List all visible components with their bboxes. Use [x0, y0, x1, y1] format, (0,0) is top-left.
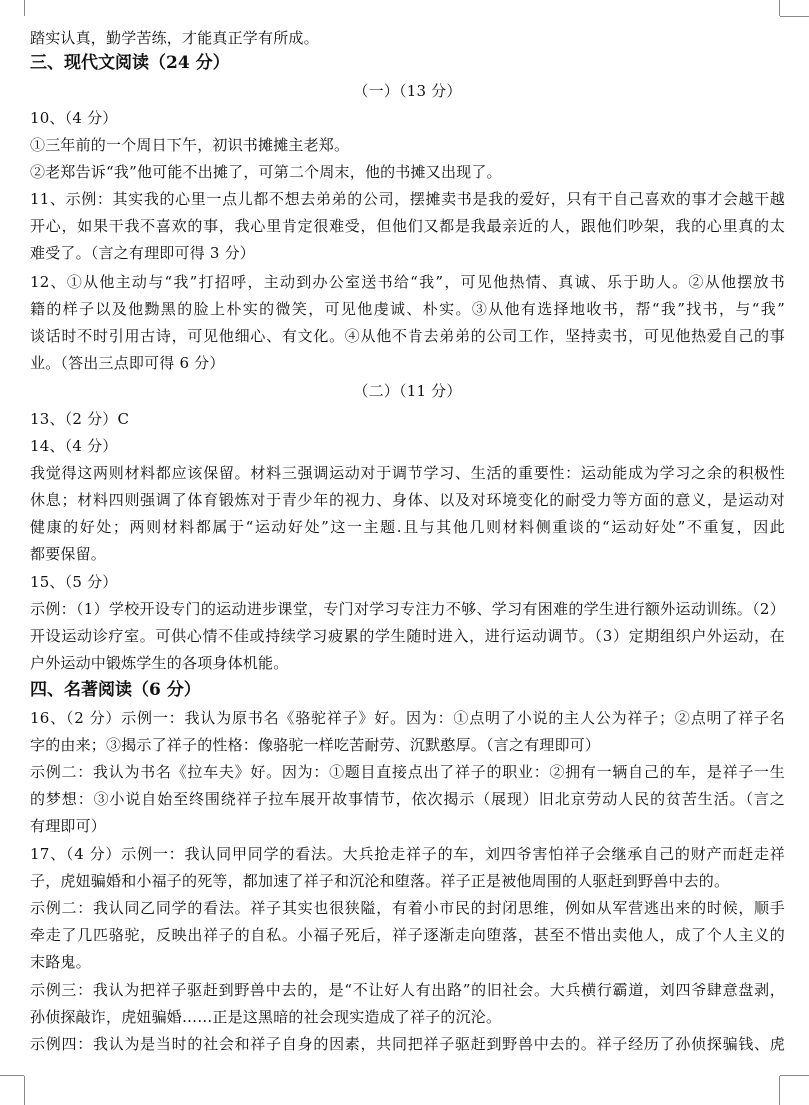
section-heading-modern-reading: 三、现代文阅读（24 分）: [30, 53, 230, 73]
text-line: 休息；材料四则强调了体育锻炼对于青少年的视力、身体、以及对环境变化的耐受力等方面的意义，是运动对: [30, 491, 785, 509]
crop-mark-top-left-v: [24, 0, 25, 16]
text-line: 示例三：我认为把祥子驱赶到野兽中去的，是“不让好人有出路”的旧社会。大兵横行霸道，刘四爷肆意盘剥，: [30, 981, 785, 999]
crop-mark-top-right-h: [780, 16, 809, 17]
text-line: ②老郑告诉“我”他可能不出摊了，可第二个周末，他的书摊又出现了。: [30, 163, 502, 181]
question-11: 11、示例：其实我的心里一点儿都不想去弟弟的公司，摆摊卖书是我的爱好，只有干自己喜欢的事才会越干越: [30, 190, 785, 208]
question-10: 10、（4 分）: [30, 109, 118, 127]
section-heading-classics-reading: 四、名著阅读（6 分）: [30, 680, 201, 700]
text-line: 开设运动诊疗室。可供心情不佳或持续学习疲累的学生随时进入，进行运动调节。（3）定期组织户外运动，在: [30, 627, 785, 645]
question-14: 14、（4 分）: [30, 437, 118, 455]
question-12: 12、①从他主动与“我”打招呼，主动到办公室送书给“我”，可见他热情、真诚、乐于助人。②从他摆放书: [30, 273, 785, 291]
question-15: 15、（5 分）: [30, 573, 118, 591]
text-line: 子，虎妞骗婚和小福子的死等，都加速了祥子和沉沦和堕落。祥子正是被他周围的人驱赶到野兽中去的。: [30, 872, 730, 890]
subsection-heading-part-one: （一）（13 分）: [353, 82, 462, 100]
text-line: 示例四：我认为是当时的社会和祥子自身的因素，共同把祥子驱赶到野兽中去的。祥子经历了孙侦探骗钱、虎: [30, 1035, 785, 1053]
question-16: 16、（2 分）示例一：我认为原书名《骆驼祥子》好。因为：①点明了小说的主人公为祥子；②点明了祥子名: [30, 709, 785, 727]
text-line: 牵走了几匹骆驼，反映出祥子的自私。小福子死后，祥子逐渐走向堕落，甚至不惜出卖他人，成了个人主义的: [30, 926, 785, 944]
crop-mark-top-right-v: [779, 0, 780, 16]
text-line: 谈话时不时引用古诗，可见他细心、有文化。④从他不肯去弟弟的公司工作，坚持卖书，可见他热爱自己的事: [30, 327, 785, 345]
text-line: 有理即可）: [30, 817, 107, 835]
text-line: 末路鬼。: [30, 953, 91, 971]
subsection-heading-part-two: （二）（11 分）: [353, 382, 462, 400]
text-line: 都要保留。: [30, 545, 107, 563]
crop-mark-bottom-left-v: [24, 1076, 25, 1105]
text-line: 踏实认真，勤学苦练，才能真正学有所成。: [30, 29, 319, 47]
crop-mark-bottom-right-h: [780, 1075, 809, 1076]
text-line: 示例：（1）学校开设专门的运动进步课堂，专门对学习专注力不够、学习有困难的学生进行额外运动训练。（2）: [30, 600, 785, 618]
text-line: 开心，如果干我不喜欢的事，我心里肯定很难受，但他们又都是我最亲近的人，跟他们吵架，我的心里真的太: [30, 217, 785, 235]
text-line: 字的由来；③揭示了祥子的性格：像骆驼一样吃苦耐劳、沉默憨厚。（言之有理即可）: [30, 736, 601, 754]
question-13: 13、（2 分）C: [30, 410, 130, 428]
text-line: 籍的样子以及他黝黑的脸上朴实的微笑，可见他虔诚、朴实。③从他有选择地收书，帮“我”找书，与“我”: [30, 300, 785, 318]
text-line: 孙侦探敲诈，虎妞骗婚……正是这黑暗的社会现实造成了祥子的沉沦。: [30, 1008, 502, 1026]
text-line: 业。（答出三点即可得 6 分）: [30, 354, 225, 372]
text-line: 的梦想：③小说自始至终围绕祥子拉车展开故事情节，依次揭示（展现）旧北京劳动人民的贫苦生活。（言之: [30, 790, 785, 808]
text-line: 示例二：我认同乙同学的看法。祥子其实也很狭隘，有着小市民的封闭思维，例如从军营逃出来的时候，顺手: [30, 899, 785, 917]
text-line: 示例二：我认为书名《拉车夫》好。因为：①题目直接点出了祥子的职业：②拥有一辆自己的车，是祥子一生: [30, 763, 785, 781]
crop-mark-bottom-right-v: [779, 1076, 780, 1105]
text-line: 户外运动中锻炼学生的各项身体机能。: [30, 654, 289, 672]
text-line: 难受了。（言之有理即可得 3 分）: [30, 244, 255, 262]
text-line: 健康的好处；两则材料都属于“运动好处”这一主题.且与其他几则材料侧重谈的“运动好处”不重复，因此: [30, 518, 785, 536]
text-line: ①三年前的一个周日下午，初识书摊摊主老郑。: [30, 136, 350, 154]
crop-mark-bottom-left-h: [0, 1075, 24, 1076]
question-17: 17、（4 分）示例一：我认同甲同学的看法。大兵抢走祥子的车，刘四爷害怕祥子会继承自己的财产而赶走祥: [30, 845, 785, 863]
text-line: 我觉得这两则材料都应该保留。材料三强调运动对于调节学习、生活的重要性：运动能成为学习之余的积极性: [30, 464, 785, 482]
